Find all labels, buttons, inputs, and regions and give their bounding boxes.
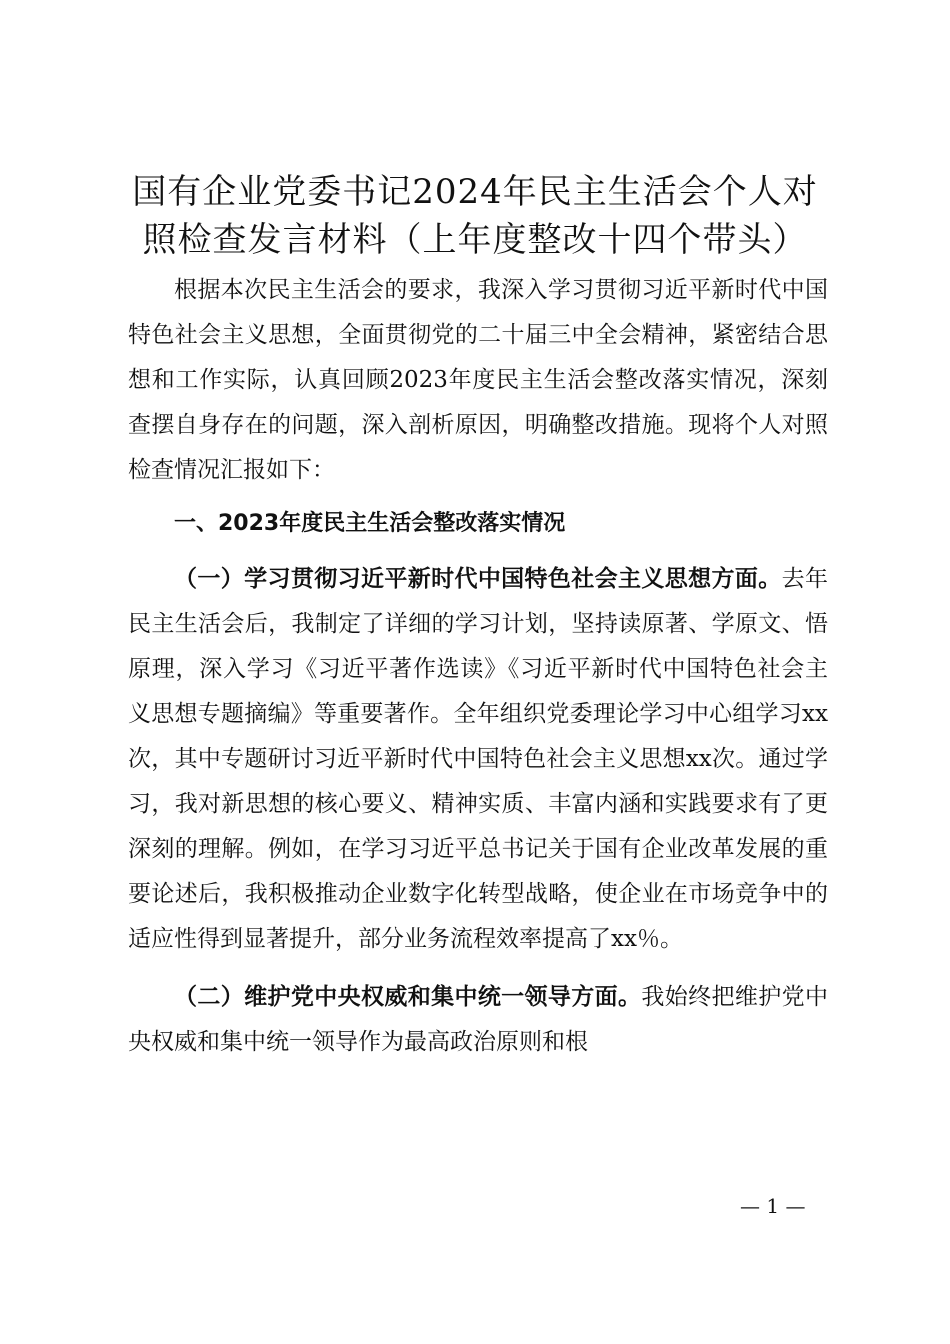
document-body	[128, 268, 828, 1065]
subsection-1-paragraph	[128, 556, 828, 962]
subsection-1-lead: （一）学习贯彻习近平新时代中国特色社会主义思想方面。	[174, 565, 782, 592]
intro-paragraph: 根据本次民主生活会的要求，我深入学习贯彻习近平新时代中国特色社会主义思想，全面贯彻党的二十届三中全会精神，紧密结合思想和工作实际，认真回顾2023年度民主生活会整改落实情况，深刻查摆自身存在的问题，深入剖析原因，明确整改措施。现将个人对照检查情况汇报如下：	[128, 277, 828, 483]
title-line-1: 国有企业党委书记2024年民主生活会个人对	[132, 172, 818, 212]
section-heading: 一、2023年度民主生活会整改落实情况	[174, 511, 566, 536]
subsection-1-body: 去年民主生活会后，我制定了详细的学习计划，坚持读原著、学原文、悟原理，深入学习《习近平著作选读》《习近平新时代中国特色社会主义思想专题摘编》等重要著作。全年组织党委理论学习中心组学习xx次，其中专题研讨习近平新时代中国特色社会主义思想xx次。通过学习，我对新思想的核心要义、精神实质、丰富内涵和实践要求有了更深刻的理解。例如，在学习习近平总书记关于国有企业改革发展的重要论述后，我积极推动企业数字化转型战略，使企业在市场竞争中的适应性得到显著提升，部分业务流程效率提高了xx％。	[128, 566, 829, 952]
page-number: — 1 —	[740, 1194, 806, 1218]
subsection-2-paragraph	[128, 974, 828, 1065]
paragraph-gap	[128, 962, 828, 974]
title-line-2: 照检查发言材料（上年度整改十四个带头）	[142, 220, 808, 260]
document-title	[100, 168, 850, 264]
subsection-2-body: 我始终把维护党中央权威和集中统一领导作为最高政治原则和根	[128, 984, 829, 1055]
subsection-2-lead: （二）维护党中央权威和集中统一领导方面。	[174, 983, 642, 1010]
